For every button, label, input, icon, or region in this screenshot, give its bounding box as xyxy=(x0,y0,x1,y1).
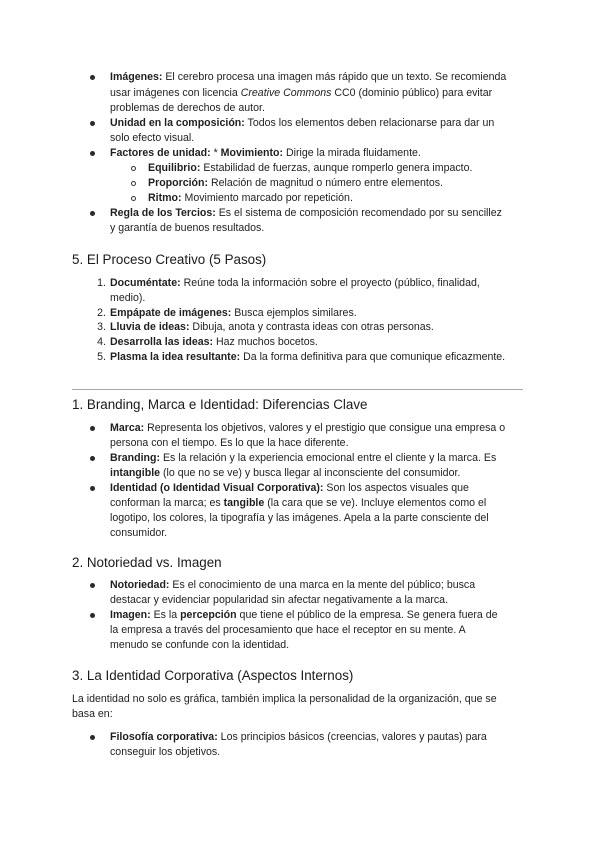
step-plasma: Plasma la idea resultante: Da la forma definitiva para que comunique eficazmente. xyxy=(110,351,506,363)
list-item-imagenes-line3: problemas de derechos de autor. xyxy=(110,102,265,114)
heading-notoriedad: 2. Notoriedad vs. Imagen xyxy=(72,555,222,570)
list-item-factores: Factores de unidad: * Movimiento: Dirige la mirada fluidamente. xyxy=(110,147,421,159)
list-item-identidad-line3: logotipo, los colores, la tipografía y las imágenes. Apela a la parte consciente del xyxy=(110,512,489,524)
bullet xyxy=(90,121,95,126)
list-item-branding-line2: intangible (lo que no se ve) y busca llegar al inconsciente del consumidor. xyxy=(110,467,461,479)
list-item-notoriedad-line2: destacar y evidenciar popularidad sin afectar negativamente a la marca. xyxy=(110,594,449,606)
list-item-imagenes-line2: usar imágenes con licencia Creative Commons CC0 (dominio público) para evitar xyxy=(110,87,493,99)
list-item-marca: Marca: Representa los objetivos, valores y el prestigio que consigue una empresa o xyxy=(110,422,506,434)
bullet xyxy=(90,486,95,491)
sub-bullet xyxy=(131,181,136,186)
list-item-identidad-line2: conforman la marca; es tangible (la cara que se ve). Incluye elementos como el xyxy=(110,497,487,509)
heading-proceso-creativo: 5. El Proceso Creativo (5 Pasos) xyxy=(72,252,267,267)
bullet xyxy=(90,583,95,588)
list-item-marca-line2: persona con el tiempo. Es lo que la hace diferente. xyxy=(110,437,349,449)
step-number: 3. xyxy=(97,321,106,333)
list-item-branding: Branding: Es la relación y la experiencia emocional entre el cliente y la marca. Es xyxy=(110,452,497,464)
step-number: 1. xyxy=(97,277,106,289)
list-item-notoriedad: Notoriedad: Es el conocimiento de una marca en la mente del público; busca xyxy=(110,579,476,591)
step-documentate: Documéntate: Reúne toda la información sobre el proyecto (público, finalidad, xyxy=(110,277,480,289)
paragraph-identidad-intro: La identidad no solo es gráfica, también implica la personalidad de la organización, que se xyxy=(72,693,497,705)
bullet xyxy=(90,456,95,461)
list-item-imagen-line3: menudo se confunde con la identidad. xyxy=(110,639,290,651)
bullet xyxy=(90,211,95,216)
list-item-filosofia-line2: conseguir los objetivos. xyxy=(110,746,221,758)
list-item-imagenes: Imágenes: El cerebro procesa una imagen más rápido que un texto. Se recomienda xyxy=(110,71,507,83)
list-item-imagen: Imagen: Es la percepción que tiene el público de la empresa. Se genera fuera de xyxy=(110,609,498,621)
sub-item-ritmo: Ritmo: Movimiento marcado por repetición. xyxy=(148,192,353,204)
heading-identidad-corporativa: 3. La Identidad Corporativa (Aspectos Internos) xyxy=(72,668,354,683)
sub-bullet xyxy=(131,166,136,171)
bullet xyxy=(90,426,95,431)
list-item-unidad-line2: solo efecto visual. xyxy=(110,132,195,144)
heading-branding: 1. Branding, Marca e Identidad: Diferencias Clave xyxy=(72,397,368,412)
horizontal-divider xyxy=(72,389,523,390)
list-item-regla-tercios: Regla de los Tercios: Es el sistema de composición recomendado por su sencillez xyxy=(110,207,502,219)
step-documentate-line2: medio). xyxy=(110,292,146,304)
sub-item-equilibrio: Equilibrio: Estabilidad de fuerzas, aunque romperlo genera impacto. xyxy=(148,162,473,174)
sub-item-proporcion: Proporción: Relación de magnitud o número entre elementos. xyxy=(148,177,443,189)
list-item-filosofia: Filosofía corporativa: Los principios básicos (creencias, valores y pautas) para xyxy=(110,731,487,743)
bullet xyxy=(90,75,95,80)
step-desarrolla: Desarrolla las ideas: Haz muchos bocetos. xyxy=(110,336,318,348)
bullet xyxy=(90,613,95,618)
step-number: 4. xyxy=(97,336,106,348)
list-item-unidad: Unidad en la composición: Todos los elementos deben relacionarse para dar un xyxy=(110,117,495,129)
list-item-imagen-line2: la empresa a través del procesamiento que hace el receptor en su mente. A xyxy=(110,624,466,636)
step-number: 5. xyxy=(97,351,106,363)
step-lluvia-ideas: Lluvia de ideas: Dibuja, anota y contrasta ideas con otras personas. xyxy=(110,321,434,333)
list-item-identidad: Identidad (o Identidad Visual Corporativa): Son los aspectos visuales que xyxy=(110,482,469,494)
bullet xyxy=(90,151,95,156)
list-item-identidad-line4: consumidor. xyxy=(110,527,168,539)
bullet xyxy=(90,735,95,740)
step-number: 2. xyxy=(97,307,106,319)
step-empapate: Empápate de imágenes: Busca ejemplos similares. xyxy=(110,307,357,319)
sub-bullet xyxy=(131,196,136,201)
paragraph-identidad-intro-line2: basa en: xyxy=(72,708,113,720)
list-item-regla-tercios-line2: y garantía de buenos resultados. xyxy=(110,222,265,234)
